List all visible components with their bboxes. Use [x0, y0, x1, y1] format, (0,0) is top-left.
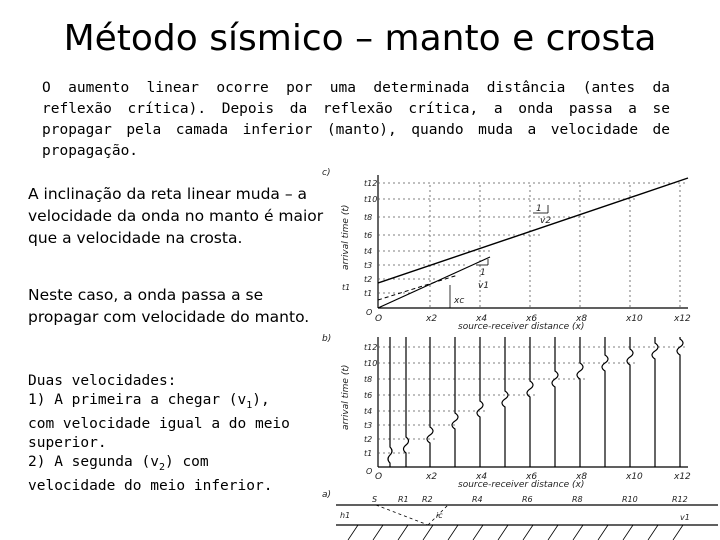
t-label-c-3: t3: [364, 261, 373, 270]
slope-den-2: v2: [540, 216, 552, 226]
critical-angle-label: ic: [436, 511, 443, 520]
x-label-b-10: x10: [626, 472, 643, 482]
t-label-b-3: t3: [364, 421, 373, 430]
t-label-c-4: t4: [364, 247, 373, 256]
receiver-label-r1: R1: [398, 495, 409, 504]
xlabel-c: source-receiver distance (x): [458, 322, 585, 332]
ylabel-c: arrival time (t): [341, 204, 351, 270]
receiver-label-r2: R2: [422, 495, 433, 504]
slope-paragraph: A inclinação da reta linear muda – a velocidade da onda no manto é maior que a velocidade na crosta.: [28, 185, 324, 247]
t-label-c-origin: O: [366, 308, 373, 317]
x-label-c-2: x2: [426, 314, 438, 324]
t-label-b-10: t10: [364, 359, 378, 368]
slope-den-1: v1: [478, 281, 490, 291]
velocities-heading: Duas velocidades:: [28, 373, 177, 389]
x-label-c-4: x4: [476, 314, 488, 324]
slope-label-1: 1: [480, 268, 486, 278]
receiver-label-s: S: [372, 495, 378, 504]
t-label-c-1: t1: [364, 289, 373, 298]
t-label-b-2: t2: [364, 435, 373, 444]
x-label-c-6: x6: [526, 314, 538, 324]
receiver-label-r6: R6: [522, 495, 533, 504]
t-label-c-intercept: t1: [342, 283, 351, 292]
x-label-b-6: x6: [526, 472, 538, 482]
t-label-b-8: t8: [364, 375, 373, 384]
x-label-c-10: x10: [626, 314, 643, 324]
x-label-b-12: x12: [674, 472, 691, 482]
velocities-line-1: 1) A primeira a chegar $(v_1)$,: [28, 392, 270, 411]
velocities-line-2: com velocidade igual a do meio: [28, 415, 290, 432]
layer-velocity-label: v1: [680, 513, 690, 522]
x-label-c-8: x8: [576, 314, 588, 324]
seismogram-panel: [322, 334, 691, 490]
x-label-c-12: x12: [674, 314, 691, 324]
ylabel-b: arrival time (t): [341, 364, 351, 430]
velocities-line-4: 2) A segunda $(v_2)$ com: [28, 453, 209, 473]
velocities-line-5: velocidade do meio inferior.: [28, 477, 273, 494]
x-label-b-4: x4: [476, 472, 488, 482]
t-label-b-4: t4: [364, 407, 373, 416]
t-label-b-6: t6: [364, 391, 373, 400]
t-label-c-2: t2: [364, 275, 373, 284]
intro-paragraph: O aumento linear ocorre por uma determinada distância (antes da reflexão crítica). Depois da reflexão crítica, a onda passa a se propagar pela camada inferior (manto), quando muda a velocidade de propagação.: [42, 80, 670, 159]
receiver-label-r10: R10: [622, 495, 638, 504]
crossover-label: xc: [454, 296, 465, 306]
mantle-paragraph: Neste caso, a onda passa a se propagar com velocidade do manto.: [28, 286, 310, 326]
t-label-b-origin: O: [366, 467, 373, 476]
slope-label-2: 1: [536, 204, 542, 214]
panel-b-label: b): [322, 334, 332, 344]
x-label-b-0: O: [375, 472, 383, 482]
slide-title: Método sísmico – manto e crosta: [63, 18, 657, 59]
travel-time-graph: [322, 168, 691, 332]
cross-section-panel: [322, 490, 718, 540]
panel-c-label: c): [322, 168, 331, 178]
velocities-line-3: superior.: [28, 434, 107, 451]
t-label-b-1: t1: [364, 449, 373, 458]
seismic-figure: [318, 165, 718, 540]
t-label-c-6: t6: [364, 231, 373, 240]
t-label-b-12: t12: [364, 343, 378, 352]
panel-a-label: a): [322, 490, 332, 500]
x-label-b-8: x8: [576, 472, 588, 482]
xlabel-b: source-receiver distance (x): [458, 480, 585, 490]
x-label-b-2: x2: [426, 472, 438, 482]
t-label-c-10: t10: [364, 195, 378, 204]
x-label-c-0: O: [375, 314, 383, 324]
t-label-c-12: t12: [364, 179, 378, 188]
receiver-label-r4: R4: [472, 495, 483, 504]
thickness-label: h1: [340, 511, 351, 520]
receiver-label-r12: R12: [672, 495, 688, 504]
velocities-paragraph: [28, 372, 328, 496]
t-label-c-8: t8: [364, 213, 373, 222]
receiver-label-r8: R8: [572, 495, 583, 504]
